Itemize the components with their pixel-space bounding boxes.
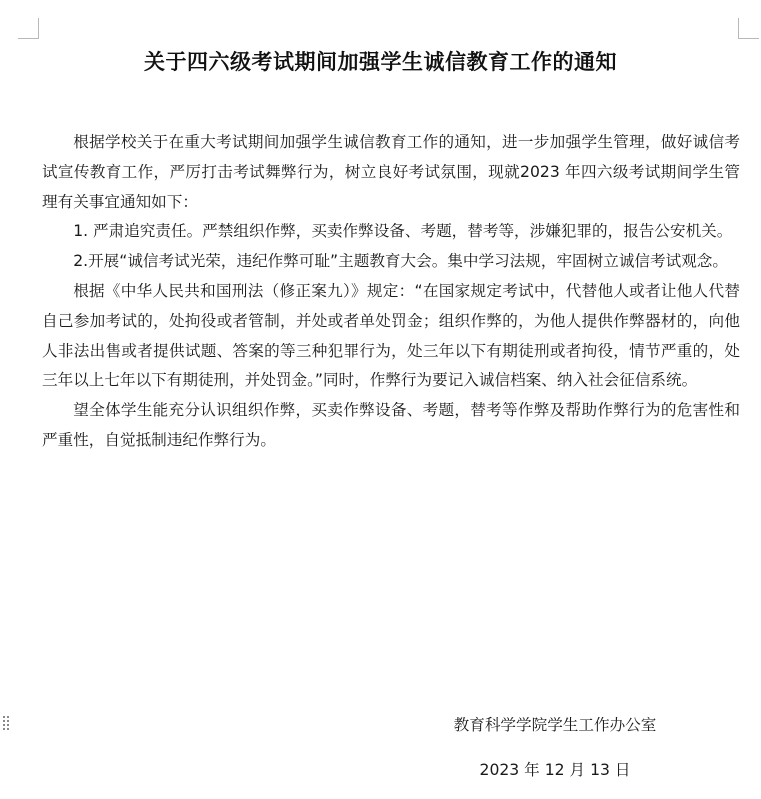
- paragraph-intro: 根据学校关于在重大考试期间加强学生诚信教育工作的通知，进一步加强学生管理，做好诚信考试宣传教育工作，严厉打击考试舞弊行为，树立良好考试氛围，现就2023 年四六级考试期间学生管理有关事宜通知如下：: [42, 133, 740, 211]
- paragraph-item-2: 2.开展“诚信考试光荣，违纪作弊可耻”主题教育大会。集中学习法规，牢固树立诚信考试观念。: [73, 252, 728, 271]
- document-title: 关于四六级考试期间加强学生诚信教育工作的通知: [144, 49, 617, 74]
- paragraph-closing: 望全体学生能充分认识组织作弊，买卖作弊设备、考题，替考等作弊及帮助作弊行为的危害性和严重性，自觉抵制违纪作弊行为。: [42, 401, 740, 449]
- document-body: [42, 128, 740, 456]
- paragraph-law: 根据《中华人民共和国刑法（修正案九）》规定：“在国家规定考试中，代替他人或者让他人代替自己参加考试的，处拘役或者管制，并处或者单处罚金；组织作弊的，为他人提供作弊器材的，向他人非法出售或者提供试题、答案的等三种犯罪行为，处三年以下有期徒刑或者拘役，情节严重的，处三年以上七年以下有期徒刑，并处罚金。”同时，作弊行为要记入诚信档案、纳入社会征信系统。: [42, 281, 740, 390]
- page-corner-mark-top-right: [738, 18, 759, 39]
- drag-handle-icon[interactable]: [3, 716, 11, 732]
- signature-date: 2023 年 12 月 13 日: [479, 761, 631, 779]
- signature-office: 教育科学学院学生工作办公室: [453, 716, 657, 734]
- page-corner-mark-top-left: [18, 18, 39, 39]
- paragraph-item-1: 1. 严肃追究责任。严禁组织作弊，买卖作弊设备、考题，替考等，涉嫌犯罪的，报告公安机关。: [73, 222, 733, 241]
